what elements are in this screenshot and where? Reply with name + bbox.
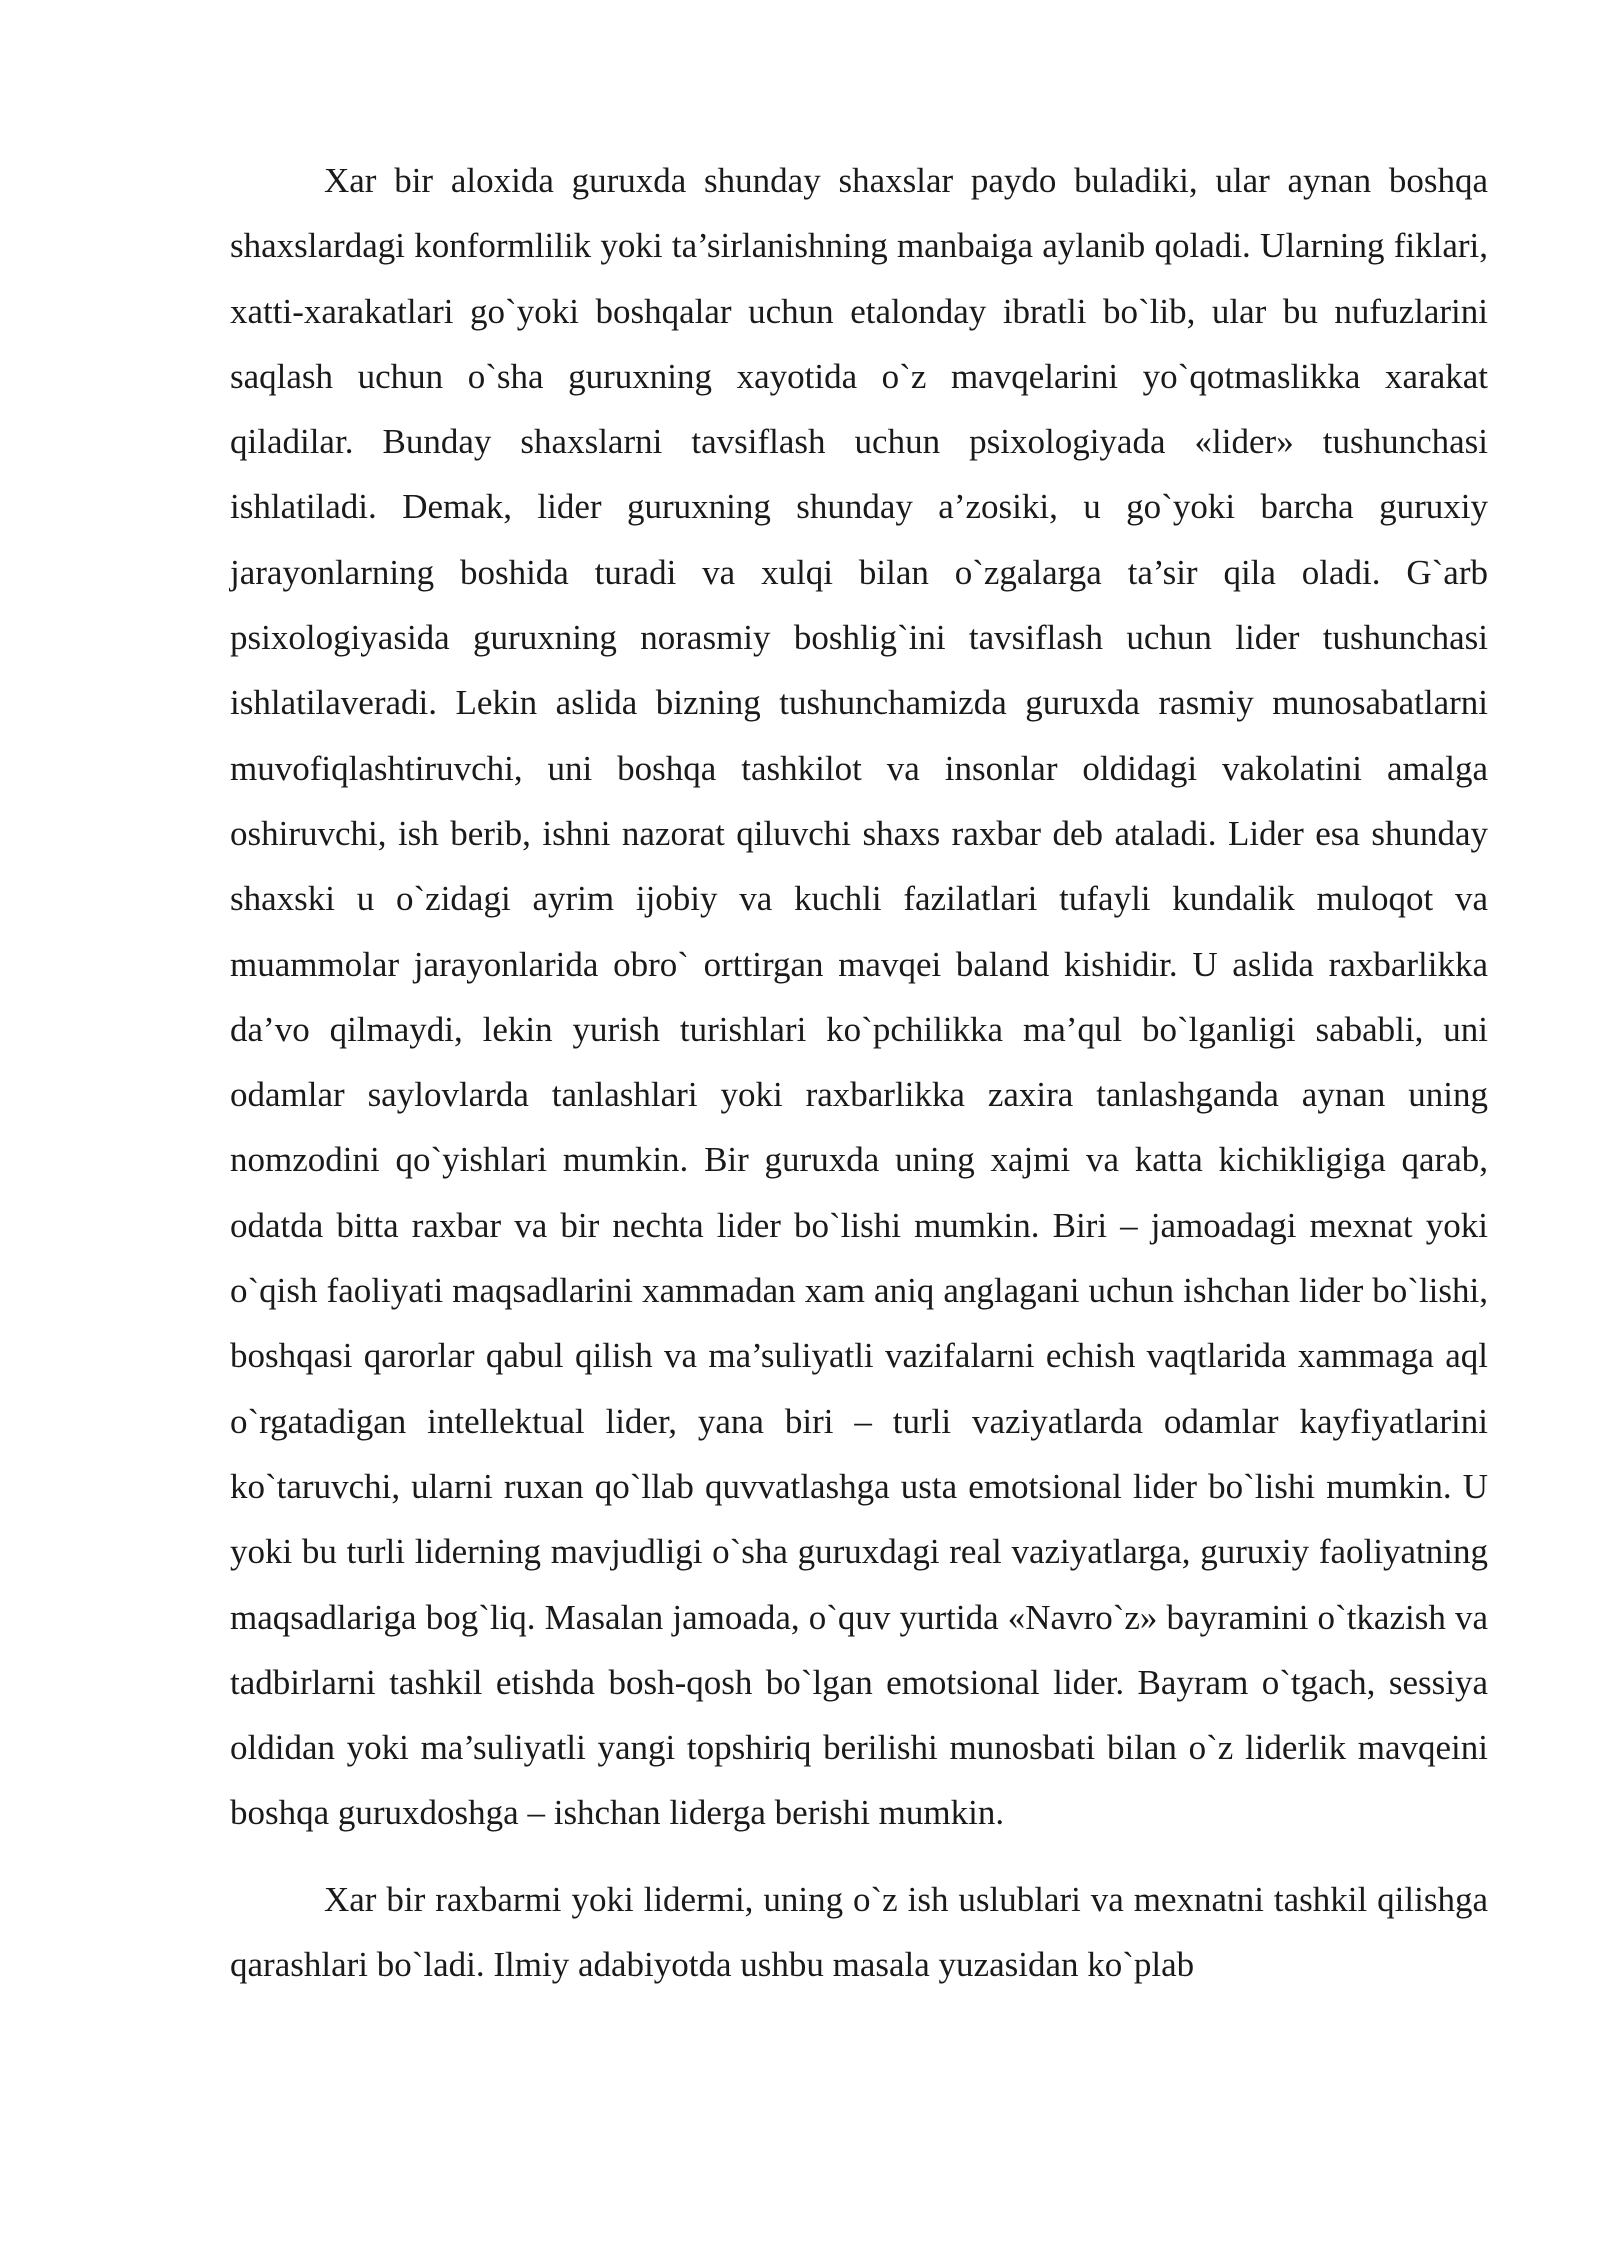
document-body	[230, 148, 1488, 1997]
paragraph-1: Xar bir aloxida guruxda shunday shaxslar paydo buladiki, ular aynan boshqa shaxslardagi konformlilik yoki ta’sirlanishning manbaiga aylanib qoladi. Ularning fiklari, xatti-xarakatlari go`yoki boshqalar uchun etalonday ibratli bo`lib, ular bu nufuzlarini saqlash uchun o`sha guruxning xayotida o`z mavqelarini yo`qotmaslikka xarakat qiladilar. Bunday shaxslarni tavsiflash uchun psixologiyada «lider» tushunchasi ishlatiladi. Demak, lider guruxning shunday a’zosiki, u go`yoki barcha guruxiy jarayonlarning boshida turadi va xulqi bilan o`zgalarga ta’sir qila oladi. G`arb psixologiyasida guruxning norasmiy boshlig`ini tavsiflash uchun lider tushunchasi ishlatilaveradi. Lekin aslida bizning tushunchamizda guruxda rasmiy munosabatlarni muvofiqlashtiruvchi, uni boshqa tashkilot va insonlar oldidagi vakolatini amalga oshiruvchi, ish berib, ishni nazorat qiluvchi shaxs raxbar deb ataladi. Lider esa shunday shaxski u o`zidagi ayrim ijobiy va kuchli fazilatlari tufayli kundalik muloqot va muammolar jarayonlarida obro` orttirgan mavqei baland kishidir. U aslida raxbarlikka da’vo qilmaydi, lekin yurish turishlari ko`pchilikka ma’qul bo`lganligi sababli, uni odamlar saylovlarda tanlashlari yoki raxbarlikka zaxira tanlashganda aynan uning nomzodini qo`yishlari mumkin. Bir guruxda uning xajmi va katta kichikligiga qarab, odatda bitta raxbar va bir nechta lider bo`lishi mumkin. Biri – jamoadagi mexnat yoki o`qish faoliyati maqsadlarini xammadan xam aniq anglagani uchun ishchan lider bo`lishi, boshqasi qarorlar qabul qilish va ma’suliyatli vazifalarni echish vaqtlarida xammaga aql o`rgatadigan intellektual lider, yana biri – turli vaziyatlarda odamlar kayfiyatlarini ko`taruvchi, ularni ruxan qo`llab quvvatlashga usta emotsional lider bo`lishi mumkin. U yoki bu turli liderning mavjudligi o`sha guruxdagi real vaziyatlarga, guruxiy faoliyatning maqsadlariga bog`liq. Masalan jamoada, o`quv yurtida «Navro`z» bayramini o`tkazish va tadbirlarni tashkil etishda bosh-qosh bo`lgan emotsional lider. Bayram o`tgach, sessiya oldidan yoki ma’suliyatli yangi topshiriq berilishi munosbati bilan o`z liderlik mavqeini boshqa guruxdoshga – ishchan liderga berishi mumkin.	[230, 161, 1488, 1833]
paragraph-2: Xar bir raxbarmi yoki lidermi, uning o`z ish uslublari va mexnatni tashkil qilishga qarashlari bo`ladi. Ilmiy adabiyotda ushbu masala yuzasidan ko`plab	[230, 1879, 1488, 1985]
